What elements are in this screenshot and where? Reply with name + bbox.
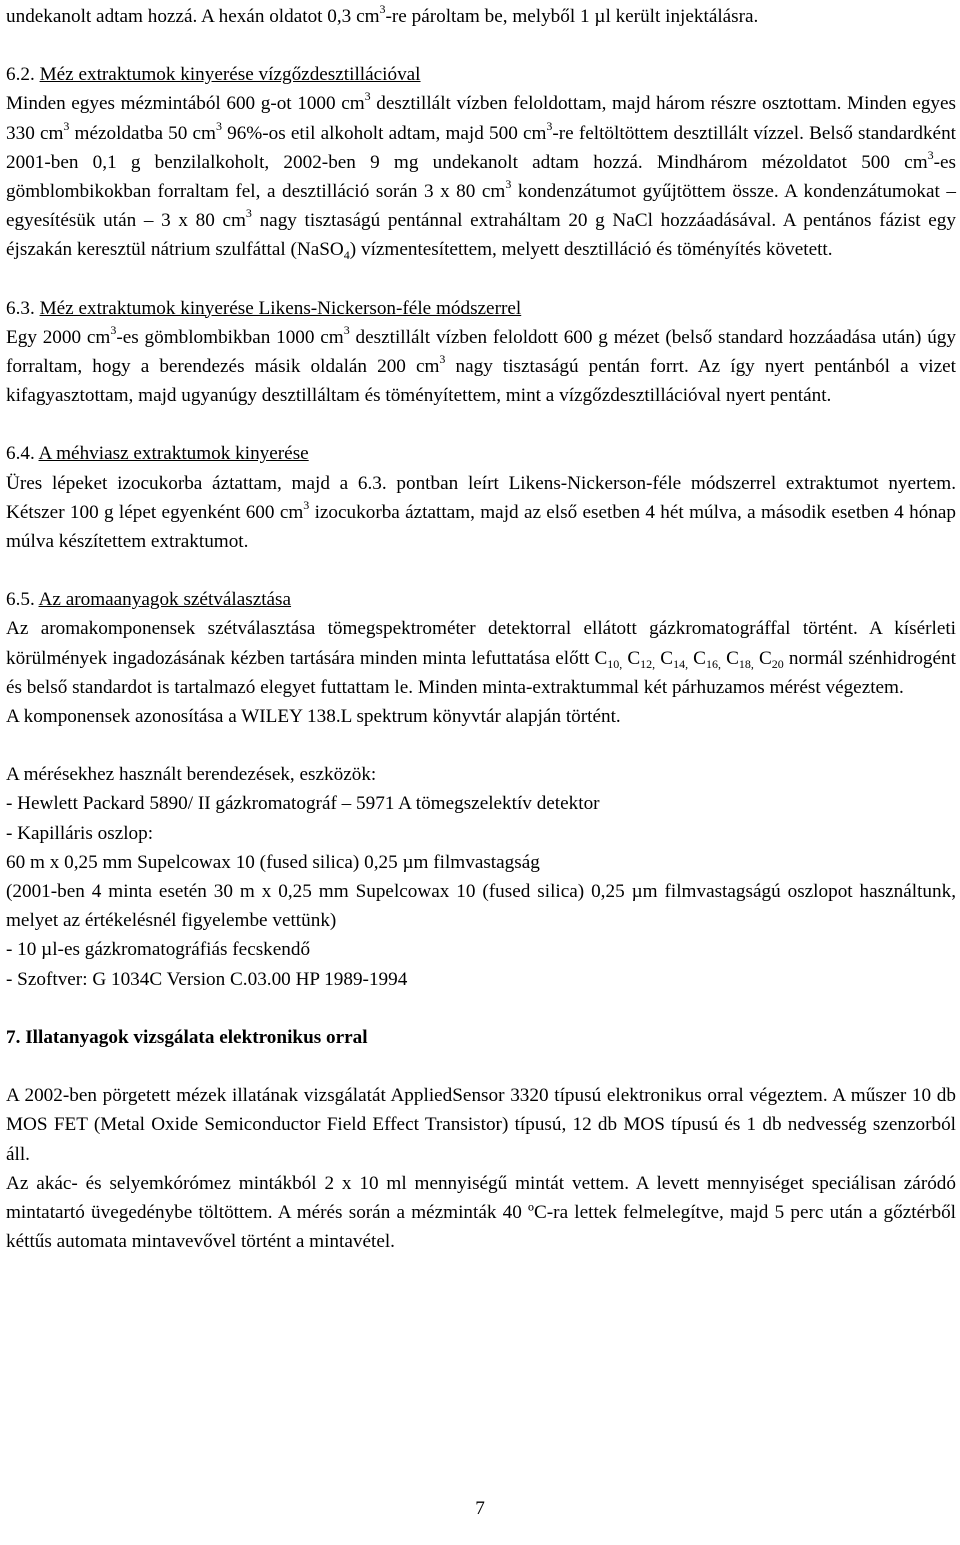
- superscript: 3: [364, 89, 371, 104]
- section-6-2: [6, 60, 956, 264]
- section-heading: [6, 294, 956, 323]
- text: nagy tisztaságú pentán forrt. Az így nyert pentánból a vizet kifagyasztottam, majd ugyanúgy desztilláltam és töményítettem, mint a vízgőzdesztillációval nyert pentánt.: [6, 356, 956, 407]
- section-heading: [6, 585, 956, 614]
- subscript: 14,: [673, 656, 689, 671]
- text: -re feltöltöttem desztillált vízzel. Belső standardként 2001-ben 0,1 g benzilalkoholt, 2002-ben 9 mg undekanolt adtam hozzá. Mindhárom mézoldatot 500 cm: [6, 122, 956, 173]
- superscript: 3: [215, 118, 222, 133]
- superscript: 3: [63, 118, 70, 133]
- text: Az aromakomponensek szétválasztása tömegspektrométer detektorral ellátott gázkromatográffal történt. A kísérleti körülmények ingadozásának kézben tartására minden minta lefuttatása előtt C: [6, 618, 956, 669]
- section-body: [6, 323, 956, 411]
- text: C: [655, 647, 674, 669]
- identification-line: A komponensek azonosítása a WILEY 138.L spektrum könyvtár alapján történt.: [6, 706, 621, 728]
- section-title: Méz extraktumok kinyerése Likens-Nickerson-féle módszerrel: [39, 297, 522, 319]
- section-number: 6.5.: [6, 589, 35, 611]
- superscript: 3: [546, 118, 553, 133]
- section-paragraph: Az akác- és selyemkórómez mintákból 2 x 10 ml mennyiségű mintát vettem. A levett mennyiséget speciálisan záródó mintatartó üvegedénybe töltöttem. A mérés során a mézminták 40 ºC-ra lettek felmelegítve, majd 5 perc után a gőztérből kéttűs automata mintavevővel történt a mintavétel.: [6, 1172, 956, 1253]
- document-page: [6, 0, 956, 1256]
- page-number: 7: [475, 1498, 485, 1519]
- section-heading: [6, 60, 956, 89]
- section-heading: [6, 439, 956, 468]
- intro-paragraph: [6, 2, 956, 31]
- text: C: [688, 647, 706, 669]
- subscript: 16,: [705, 656, 721, 671]
- section-number: 6.4.: [6, 443, 35, 465]
- section-body: [6, 469, 956, 557]
- equipment-list: [6, 760, 956, 994]
- section-7: [6, 1023, 956, 1256]
- list-item: 60 m x 0,25 mm Supelcowax 10 (fused silica) 0,25 µm filmvastagság: [6, 851, 540, 873]
- section-title: 7. Illatanyagok vizsgálata elektronikus orral: [6, 1026, 368, 1048]
- section-title: Méz extraktumok kinyerése vízgőzdesztillációval: [39, 64, 421, 86]
- text: normál szénhidrogént és belső standardot is tartalmazó elegyet futtattam le. Minden minta-extraktummal két párhuzamos mérést végeztem.: [6, 647, 956, 698]
- superscript: 3: [245, 206, 252, 221]
- text: Üres lépeket izocukorba áztattam, majd a 6.3. pontban leírt Likens-Nickerson-féle módszerrel extraktumot nyertem. Kétszer 100 g lépet egyenként 600 cm: [6, 472, 956, 523]
- text: desztillált vízben feloldott 600 g mézet (belső standard hozzáadása után) úgy forraltam, hogy a berendezés másik oldalán 200 cm: [6, 326, 956, 378]
- text: C: [622, 647, 641, 669]
- list-item: - 10 µl-es gázkromatográfiás fecskendő: [6, 939, 311, 961]
- subscript: 12,: [640, 656, 656, 671]
- text: Minden egyes mézmintából 600 g-ot 1000 cm: [6, 93, 365, 115]
- text: C: [753, 647, 772, 669]
- list-item: (2001-ben 4 minta esetén 30 m x 0,25 mm Supelcowax 10 (fused silica) 0,25 µm filmvastagságú oszlopot használtunk, melyet az értékelésnél figyelembe vettünk): [6, 881, 956, 932]
- superscript: 3: [110, 322, 117, 337]
- text: kondenzátumot gyűjtöttem össze. A kondenzátumokat – egyesítésük után – 3 x 80 cm: [6, 181, 956, 232]
- subscript: 20: [771, 656, 784, 671]
- superscript: 3: [343, 322, 350, 337]
- section-body: [6, 89, 956, 264]
- text: C: [720, 647, 739, 669]
- superscript: 3: [379, 2, 386, 16]
- list-item: - Szoftver: G 1034C Version C.03.00 HP 1989-1994: [6, 968, 408, 990]
- list-item: - Hewlett Packard 5890/ II gázkromatográf – 5971 A tömegszelektív detektor: [6, 793, 600, 815]
- equipment-heading: A mérésekhez használt berendezések, eszközök:: [6, 764, 377, 786]
- text: Egy 2000 cm: [6, 326, 111, 348]
- text: 96%-os etil alkoholt adtam, majd 500 cm: [221, 122, 547, 144]
- section-6-5: [6, 585, 956, 731]
- section-paragraph: A 2002-ben pörgetett mézek illatának vizsgálatát AppliedSensor 3320 típusú elektronikus orral végeztem. A műszer 10 db MOS FET (Metal Oxide Semiconductor Field Effect Transistor) típusú, 12 db MOS típusú és 1 db nedvesség szenzorból áll.: [6, 1085, 956, 1165]
- text: ) vízmentesítettem, melyett desztilláció és töményítés követett.: [349, 239, 833, 261]
- text: izocukorba áztattam, majd az első esetben 4 hét múlva, a második esetben 4 hónap múlva készítettem extraktumot.: [6, 501, 956, 553]
- section-6-3: [6, 294, 956, 411]
- section-title: A méhviasz extraktumok kinyerése: [38, 443, 309, 465]
- section-number: 6.2.: [6, 64, 35, 86]
- text: mézoldatba 50 cm: [69, 122, 216, 144]
- text: -es gömblombikban 1000 cm: [116, 326, 344, 348]
- text: -re pároltam be, melyből 1 µl került injektálásra.: [385, 6, 759, 27]
- superscript: 3: [439, 352, 446, 367]
- subscript: 4: [343, 248, 350, 263]
- section-number: 6.3.: [6, 297, 35, 319]
- superscript: 3: [303, 497, 310, 512]
- section-6-4: [6, 439, 956, 556]
- list-item: - Kapilláris oszlop:: [6, 822, 154, 844]
- text: nagy tisztaságú pentánnal extraháltam 20 g NaCl hozzáadásával. A pentános fázist egy éjszakán keresztül nátrium szulfáttal (NaSO: [6, 210, 956, 261]
- superscript: 3: [505, 177, 512, 192]
- text: desztillált vízben feloldottam, majd három részre osztottam. Minden egyes 330 cm: [6, 93, 956, 144]
- section-title: Az aromaanyagok szétválasztása: [38, 589, 292, 611]
- superscript: 3: [927, 147, 934, 162]
- subscript: 10,: [607, 656, 623, 671]
- text: -es gömblombikokban forraltam fel, a desztilláció során 3 x 80 cm: [6, 151, 956, 203]
- text: undekanolt adtam hozzá. A hexán oldatot 0,3 cm: [6, 6, 380, 27]
- subscript: 18,: [738, 656, 754, 671]
- section-body: [6, 614, 956, 702]
